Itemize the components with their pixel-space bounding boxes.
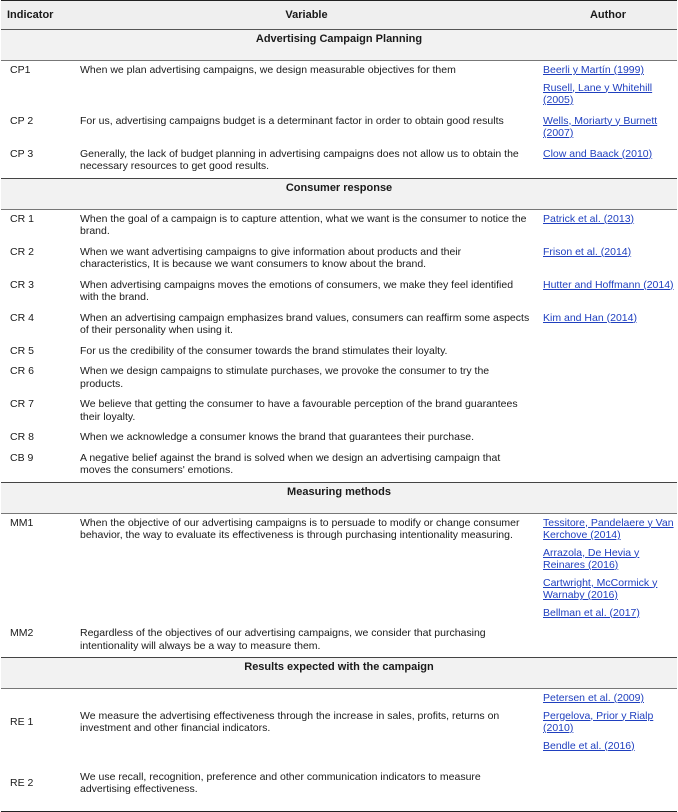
author-cell	[539, 428, 677, 449]
author-link[interactable]: Patrick et al. (2013)	[543, 212, 635, 225]
table-row	[1, 209, 677, 243]
author-cell	[539, 362, 677, 395]
author-cell	[539, 342, 677, 363]
variable-cell: We use recall, recognition, preference and other communication indicators to measure advertising effectiveness.	[74, 757, 539, 812]
section-title-results-expected: Results expected with the campaign	[1, 658, 677, 689]
indicator-cell: RE 2	[1, 757, 74, 812]
author-cell	[539, 395, 677, 428]
author-link[interactable]: Pergelova, Prior y Rialp (2010)	[543, 709, 654, 734]
table-row	[1, 757, 677, 812]
author-link[interactable]: Rusell, Lane y Whitehill (2005)	[543, 81, 653, 106]
variable-cell: Regardless of the objectives of our advertising campaigns, we consider that purchasing intentionality will always be a way to measure them.	[80, 627, 486, 652]
author-cell	[539, 624, 677, 658]
indicator-cell: CP1	[10, 64, 31, 76]
author-link[interactable]: Tessitore, Pandelaere y Van Kerchove (2014)	[543, 516, 674, 541]
table-row	[1, 449, 677, 483]
table-row	[1, 689, 677, 758]
author-cell	[539, 689, 677, 758]
indicator-cell: CR 2	[10, 245, 34, 258]
header-author: Author	[539, 1, 677, 30]
section-title-measuring-methods: Measuring methods	[1, 482, 677, 513]
table-row	[1, 362, 677, 395]
indicator-cell: CP 3	[10, 147, 34, 160]
author-cell	[539, 757, 677, 812]
author-cell	[539, 145, 677, 179]
table-row	[1, 243, 677, 276]
author-link[interactable]: Hutter and Hoffmann (2014)	[543, 278, 674, 291]
author-link[interactable]: Petersen et al. (2009)	[543, 692, 644, 704]
indicator-cell: CP 2	[10, 114, 34, 127]
indicator-cell: CB 9	[10, 451, 34, 464]
indicator-cell: RE 1	[10, 715, 34, 728]
author-link[interactable]: Bendle et al. (2016)	[543, 739, 635, 752]
table-row	[1, 624, 677, 658]
variable-cell: We believe that getting the consumer to have a favourable perception of the brand guarantees their loyalty.	[80, 398, 518, 423]
indicator-cell: MM1	[10, 516, 34, 529]
author-link[interactable]: Clow and Baack (2010)	[543, 147, 653, 160]
indicator-cell: CR 3	[10, 278, 34, 291]
author-link[interactable]: Wells, Moriarty y Burnett (2007)	[543, 114, 658, 139]
indicator-table	[1, 0, 677, 812]
table-row	[1, 145, 677, 179]
indicator-cell: CR 8	[10, 431, 34, 443]
indicator-cell: CR 5	[10, 344, 34, 357]
table-row	[1, 342, 677, 363]
author-link[interactable]: Beerli y Martín (1999)	[543, 64, 644, 76]
author-cell	[539, 276, 677, 309]
variable-cell: When we acknowledge a consumer knows the brand that guarantees their purchase.	[80, 431, 474, 443]
table-row	[1, 112, 677, 145]
header-variable: Variable	[74, 1, 539, 30]
variable-cell: When the goal of a campaign is to capture attention, what we want is the consumer to notice the brand.	[80, 212, 527, 237]
table-row	[1, 513, 677, 624]
section-title-consumer-response: Consumer response	[1, 178, 677, 209]
variable-cell: When we plan advertising campaigns, we design measurable objectives for them	[80, 64, 456, 76]
table-row	[1, 395, 677, 428]
indicator-cell: CR 7	[10, 398, 34, 410]
variable-cell: For us, advertising campaigns budget is a determinant factor in order to obtain good results	[80, 114, 504, 127]
author-link[interactable]: Kim and Han (2014)	[543, 311, 637, 324]
variable-cell: When advertising campaigns moves the emotions of consumers, we make they feel identified with the brand.	[80, 278, 514, 303]
author-link[interactable]: Cartwright, McCormick y Warnaby (2016)	[543, 576, 658, 601]
table-row	[1, 276, 677, 309]
table-row	[1, 309, 677, 342]
author-cell	[539, 309, 677, 342]
indicator-cell: CR 4	[10, 311, 34, 324]
header-indicator: Indicator	[1, 1, 74, 30]
author-cell	[539, 61, 677, 112]
variable-cell: When the objective of our advertising campaigns is to persuade to modify or change consumer behavior, the way to evaluate its effectiveness is through purchasing intentionality measuring.	[80, 516, 520, 541]
indicator-cell: CR 1	[10, 212, 34, 225]
variable-cell: When we design campaigns to stimulate purchases, we provoke the consumer to try the products.	[80, 365, 490, 390]
variable-cell: We measure the advertising effectiveness through the increase in sales, profits, returns on investment and other financial indicators.	[80, 709, 500, 734]
author-link[interactable]: Frison et al. (2014)	[543, 245, 632, 258]
variable-cell: Generally, the lack of budget planning in advertising campaigns does not allow us to obtain the necessary resources to get good results.	[80, 147, 519, 172]
table-row	[1, 428, 677, 449]
indicator-cell: MM2	[10, 627, 34, 639]
variable-cell: A negative belief against the brand is solved when we design an advertising campaign that moves the consumers' emotions.	[80, 451, 501, 476]
header-row	[1, 1, 677, 30]
author-cell	[539, 243, 677, 276]
author-cell	[539, 112, 677, 145]
author-cell	[539, 513, 677, 624]
variable-cell: When an advertising campaign emphasizes brand values, consumers can reaffirm some aspects of their personality when using it.	[80, 311, 530, 336]
author-cell	[539, 449, 677, 483]
variable-cell: For us the credibility of the consumer towards the brand stimulates their loyalty.	[80, 344, 448, 357]
author-link[interactable]: Bellman et al. (2017)	[543, 606, 640, 619]
indicator-cell: CR 6	[10, 365, 34, 377]
author-link[interactable]: Arrazola, De Hevia y Reinares (2016)	[543, 546, 640, 571]
section-title-planning: Advertising Campaign Planning	[1, 30, 677, 61]
author-cell	[539, 209, 677, 243]
variable-cell: When we want advertising campaigns to give information about products and their characteristics, It is because we want consumers to know about the brand.	[80, 245, 462, 270]
table-row	[1, 61, 677, 112]
